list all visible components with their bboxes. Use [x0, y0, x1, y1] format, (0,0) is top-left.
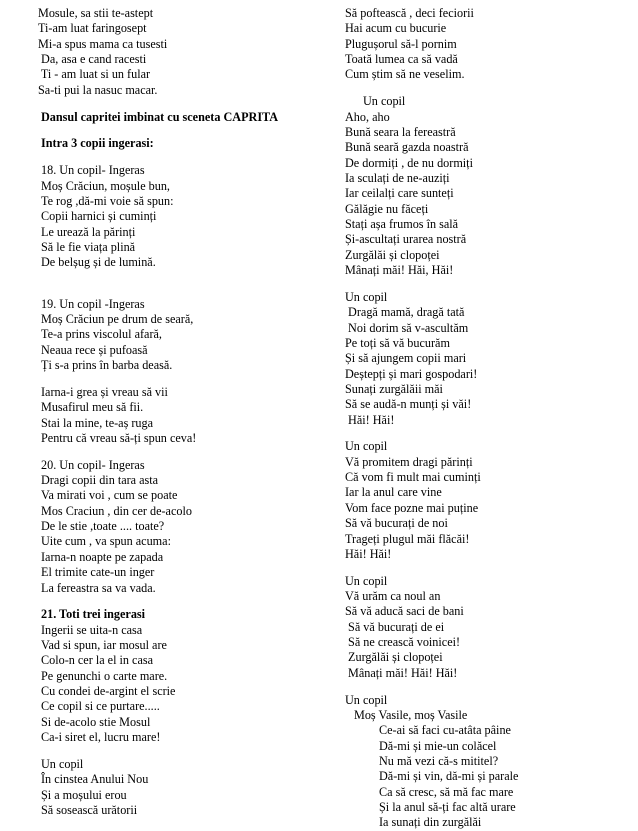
text-line: Noi dorim să v-ascultăm	[345, 320, 469, 335]
text-line: Plugușorul să-l pornim	[345, 36, 457, 51]
text-line: Stați așa frumos în sală	[345, 216, 459, 231]
text-line: Că vom fi mult mai cuminți	[345, 470, 481, 485]
speaker-label: Un copil	[345, 692, 388, 707]
text-line: Vad si spun, iar mosul are	[41, 638, 167, 653]
verse-19	[38, 297, 328, 374]
text-line: Iarna-i grea și vreau să vii	[41, 384, 168, 399]
text-line: Ti-am luat faringosept	[38, 21, 147, 36]
text-line: Ce-ai să faci cu-atâta pâine	[379, 723, 511, 738]
text-line: Să sosească urătorii	[41, 802, 138, 817]
text-line: Mosule, sa stii te-astept	[38, 6, 154, 20]
text-line: Să se audă-n munți și văi!	[345, 397, 472, 412]
text-line: Să vă bucurați de ei	[345, 619, 445, 634]
text-line: De dormiți , de nu dormiți	[345, 155, 473, 170]
verse-20	[38, 458, 328, 596]
text-line: Bună seara la fereastră	[345, 124, 456, 139]
text-line: Copii harnici și cuminți	[41, 209, 157, 224]
verse-block-5	[345, 574, 630, 681]
text-line: Stai la mine, te-aș ruga	[41, 415, 154, 430]
text-line: Dragi copii din tara asta	[41, 473, 159, 488]
text-line: Iar la anul care vine	[345, 485, 442, 500]
text-line: Să le fie viața plină	[41, 239, 136, 254]
text-line: Sunați zurgălăii măi	[345, 381, 443, 396]
verse-21	[38, 607, 328, 745]
text-line: Ca-i siret el, lucru mare!	[41, 730, 161, 745]
text-line: Trageți plugul măi flăcăi!	[345, 531, 470, 546]
text-line: Pe genunchi o carte mare.	[41, 668, 168, 683]
verse-heading: 21. Toti trei ingerasi	[41, 607, 146, 622]
speaker-label: Un copil	[363, 94, 406, 109]
text-line: Iarna-n noapte pe zapada	[41, 549, 164, 564]
text-line: Să vă bucurați de noi	[345, 516, 448, 531]
text-line: Zurgălăi și clopoței	[345, 247, 440, 262]
text-line: Gălăgie nu făceți	[345, 201, 429, 216]
intro-verse	[38, 6, 328, 98]
right-column	[345, 6, 630, 831]
verse-19-continued	[38, 385, 328, 446]
text-line: Un copil	[345, 573, 388, 588]
text-line: Ti - am luat si un fular	[38, 67, 151, 82]
text-line: Să vă aducă saci de bani	[345, 604, 464, 619]
text-line: Mânați măi! Hăi, Hăi!	[345, 263, 454, 277]
text-line: Ingerii se uita-n casa	[41, 622, 143, 637]
text-line: Bună seară gazda noastră	[345, 140, 469, 155]
text-line: Și a moșului erou	[41, 787, 127, 802]
text-line: Vom face pozne mai puține	[345, 500, 479, 515]
text-line: Un copil	[41, 756, 84, 771]
text-line: 20. Un copil- Ingeras	[41, 457, 145, 472]
text-line: Dragă mamă, dragă tată	[345, 305, 465, 320]
section-subtitle: Intra 3 copii ingerasi:	[41, 136, 154, 151]
text-line: 19. Un copil -Ingeras	[41, 296, 145, 311]
text-line: Ce copil si ce purtare.....	[41, 699, 160, 714]
text-line: Toată lumea ca să vadă	[345, 52, 458, 67]
text-line: Cum știm să ne veselim.	[345, 67, 465, 82]
text-line: Colo-n cer la el in casa	[41, 653, 154, 668]
text-line: Le urează la părinți	[41, 224, 136, 239]
text-line: Un copil	[345, 289, 388, 304]
text-line: Cu condei de-argint el scrie	[41, 684, 176, 699]
text-line: Dă-mi și mie-un colăcel	[379, 738, 497, 753]
text-line: Hai acum cu bucurie	[345, 21, 447, 36]
text-line: Nu mă vezi că-s mititel?	[379, 753, 499, 768]
text-line: Uite cum , va spun acuma:	[41, 534, 171, 549]
text-line: Va mirati voi , cum se poate	[41, 488, 178, 503]
text-line: Vă urăm ca noul an	[345, 589, 441, 604]
text-line: Și-ascultați urarea nostră	[345, 232, 467, 247]
verse-block-6	[345, 693, 630, 831]
verse-18	[38, 163, 328, 270]
text-line: Hăi! Hăi!	[345, 546, 392, 561]
text-line: Ia sunați din zurgălăi	[379, 815, 482, 830]
text-line: Și să ajungem copii mari	[345, 351, 467, 366]
text-line: Un copil	[345, 439, 388, 454]
verse-block-2	[345, 94, 630, 278]
verse-block-4	[345, 439, 630, 562]
text-line: Neaua rece și pufoasă	[41, 342, 148, 357]
text-line: Vă promitem dragi părinți	[345, 454, 473, 469]
text-line: 18. Un copil- Ingeras	[41, 163, 145, 178]
text-line: Moș Vasile, moș Vasile	[354, 707, 468, 722]
text-line: Te rog ,dă-mi voie să spun:	[41, 193, 174, 208]
text-line: Pe toți să vă bucurăm	[345, 335, 450, 350]
verse-block-1	[345, 6, 630, 83]
text-line: Moș Crăciun, moșule bun,	[41, 178, 170, 193]
text-line: Ia sculați de ne-auziți	[345, 170, 450, 185]
text-line: Și la anul să-ți fac altă urare	[379, 800, 516, 814]
text-line: În cinstea Anului Nou	[41, 772, 149, 787]
verse-22	[38, 757, 328, 818]
text-line: Zurgălăi și clopoței	[345, 650, 443, 665]
text-line: Si de-acolo stie Mosul	[41, 714, 151, 729]
text-line: Mânați măi! Hăi! Hăi!	[345, 665, 458, 680]
text-line: Te-a prins viscolul afară,	[41, 327, 162, 342]
text-line: Musafirul meu să fii.	[41, 400, 144, 415]
text-line: Hăi! Hăi!	[345, 412, 395, 427]
text-line: Să ne crească voinicei!	[345, 635, 461, 650]
section-title: Dansul capritei imbinat cu sceneta CAPRITA	[41, 109, 279, 124]
text-line: Moș Crăciun pe drum de seară,	[41, 312, 194, 326]
text-line: Da, asa e cand racesti	[38, 52, 147, 67]
text-line: Aho, aho	[345, 109, 390, 124]
left-column	[38, 6, 328, 818]
text-line: La fereastra sa va vada.	[41, 580, 156, 595]
text-line: Mi-a spus mama ca tusesti	[38, 36, 168, 51]
text-line: El trimite cate-un inger	[41, 565, 155, 580]
text-line: Ca să cresc, să mă fac mare	[379, 784, 514, 799]
text-line: Pentru că vreau să-ți spun ceva!	[41, 430, 197, 445]
text-line: Să poftească , deci feciorii	[345, 6, 474, 20]
text-line: De belșug și de lumină.	[41, 255, 156, 270]
text-line: Iar ceilalți care sunteți	[345, 186, 454, 201]
verse-block-3	[345, 290, 630, 428]
text-line: De le stie ,toate .... toate?	[41, 519, 165, 534]
text-line: Dă-mi și vin, dă-mi și parale	[379, 769, 519, 784]
text-line: Deștepți și mari gospodari!	[345, 366, 478, 381]
text-line: Sa-ti pui la nasuc macar.	[38, 82, 158, 97]
text-line: Mos Craciun , din cer de-acolo	[41, 503, 192, 518]
text-line: Ți s-a prins în barba deasă.	[41, 358, 173, 373]
